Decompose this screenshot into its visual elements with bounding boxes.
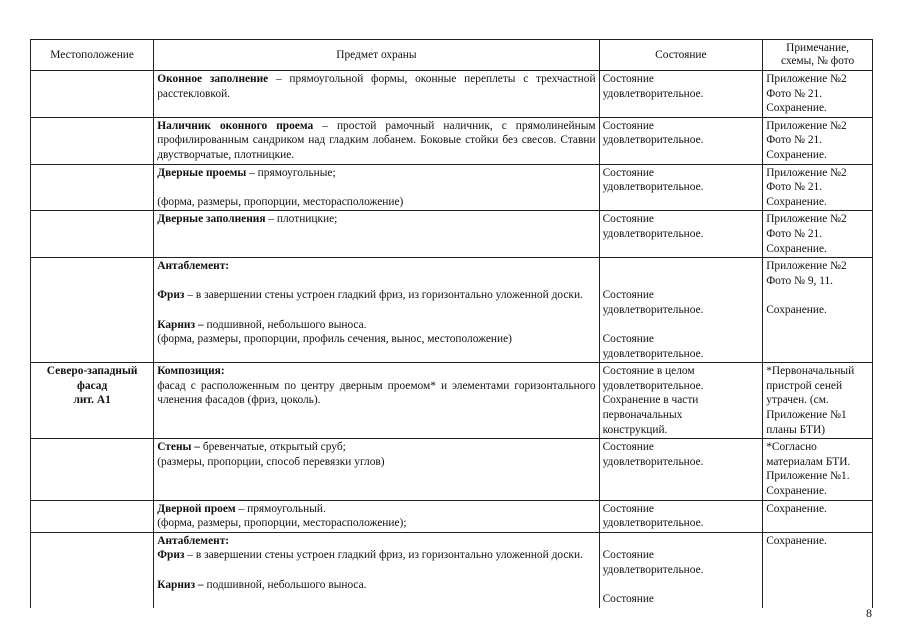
cornice-term: Карниз – <box>157 318 204 331</box>
frieze-state: Состояние удовлетворительное. <box>602 549 704 576</box>
subject-description: – прямоугольный. <box>235 502 326 515</box>
table-header-row <box>31 40 873 71</box>
subject-cell <box>154 439 599 500</box>
note-cell: Приложение №2 Фото № 21. Сохранение. <box>763 164 873 211</box>
subject-cell <box>154 363 599 439</box>
header-subject: Предмет охраны <box>154 40 599 71</box>
table-row <box>31 439 873 500</box>
state-cell: Состояние удовлетворительное. <box>599 211 763 258</box>
subject-note: (размеры, пропорции, способ перевязки углов) <box>157 455 385 468</box>
note-cell: Приложение №2 Фото № 21. Сохранение. <box>763 71 873 118</box>
subject-term: Композиция: <box>157 365 225 378</box>
subject-description: – прямоугольной формы, оконные переплеты с трехчастной расстекловкой. <box>157 73 596 100</box>
frieze-state: Состояние удовлетворительное. <box>602 289 704 316</box>
table-row <box>31 211 873 258</box>
subject-description: – плотницкие; <box>265 213 338 226</box>
subject-description: фасад с расположенным по центру дверным проемом* и элементами горизонтального членения фасадов (фриз, цоколь). <box>157 379 596 407</box>
subject-term: Дверной проем <box>157 502 236 515</box>
header-note: Примечание, схемы, № фото <box>763 40 873 71</box>
location-cell <box>31 164 154 211</box>
subject-description: – простой рамочный наличник, с прямолинейным профилированным сандриком над гладким лобанем. Боковые стойки без свесов. Ставни двустворчатые, плотницкие. <box>157 119 596 161</box>
state-cell: Состояние удовлетворительное. <box>599 439 763 500</box>
subject-cell <box>154 211 599 258</box>
subject-term: Дверные заполнения <box>157 213 266 226</box>
location-cell: Северо-западный фасад лит. А1 <box>31 363 154 439</box>
state-cell <box>599 532 763 607</box>
cornice-description: подшивной, небольшого выноса. <box>203 318 367 331</box>
cornice-description: подшивной, небольшого выноса. <box>203 578 367 591</box>
subject-term: Наличник оконного проема <box>157 119 314 132</box>
note-cell: *Согласно материалам БТИ. Приложение №1. Сохранение. <box>763 439 873 500</box>
table-row <box>31 258 873 363</box>
subject-description: бревенчатые, открытый сруб; <box>199 441 346 454</box>
protection-subject-table <box>30 39 873 608</box>
subject-term: Стены – <box>157 441 200 454</box>
frieze-term: Фриз <box>157 549 185 562</box>
page-number: 8 <box>866 606 872 620</box>
state-cell <box>599 258 763 363</box>
subject-cell <box>154 532 599 607</box>
frieze-term: Фриз <box>157 289 185 302</box>
cornice-state: Состояние удовлетворительное. <box>602 333 704 360</box>
state-cell: Состояние удовлетворительное. <box>599 117 763 164</box>
table-row <box>31 164 873 211</box>
location-cell <box>31 439 154 500</box>
cornice-state: Состояние <box>602 593 654 606</box>
note-cell: Сохранение. <box>763 532 873 607</box>
note-cell: Приложение №2 Фото № 21. Сохранение. <box>763 117 873 164</box>
location-cell <box>31 532 154 607</box>
header-state: Состояние <box>599 40 763 71</box>
subject-cell <box>154 258 599 363</box>
subject-cell <box>154 71 599 118</box>
state-cell: Состояние удовлетворительное. <box>599 71 763 118</box>
subject-cell <box>154 500 599 532</box>
subject-note: (форма, размеры, пропорции, месторасположение); <box>157 517 407 530</box>
table-row <box>31 363 873 439</box>
state-cell: Состояние удовлетворительное. <box>599 500 763 532</box>
state-cell: Состояние в целом удовлетворительное. Сохранение в части первоначальных конструкций. <box>599 363 763 439</box>
subject-description: – прямоугольные; <box>246 166 336 179</box>
location-cell <box>31 211 154 258</box>
table-row <box>31 500 873 532</box>
state-cell: Состояние удовлетворительное. <box>599 164 763 211</box>
location-cell <box>31 71 154 118</box>
location-cell <box>31 500 154 532</box>
subject-note: (форма, размеры, пропорции, месторасположение) <box>157 195 404 208</box>
header-location: Местоположение <box>31 40 154 71</box>
location-cell <box>31 258 154 363</box>
frieze-description: – в завершении стены устроен гладкий фриз, из горизонтально уложенной доски. <box>184 289 583 302</box>
location-cell <box>31 117 154 164</box>
table-row <box>31 532 873 607</box>
subject-cell <box>154 117 599 164</box>
table-row <box>31 71 873 118</box>
note-cell <box>763 258 873 363</box>
cornice-note: (форма, размеры, пропорции, профиль сечения, вынос, местоположение) <box>157 333 512 346</box>
note-top: Приложение №2 Фото № 9, 11. <box>766 260 847 287</box>
note-cell: Приложение №2 Фото № 21. Сохранение. <box>763 211 873 258</box>
subject-term: Оконное заполнение <box>157 73 269 85</box>
subject-heading: Антаблемент: <box>157 534 230 547</box>
subject-cell <box>154 164 599 211</box>
note-bottom: Сохранение. <box>766 303 827 316</box>
cornice-term: Карниз – <box>157 578 204 591</box>
subject-heading: Антаблемент: <box>157 260 230 273</box>
subject-term: Дверные проемы <box>157 166 247 179</box>
frieze-description: – в завершении стены устроен гладкий фриз, из горизонтально уложенной доски. <box>184 549 583 562</box>
note-cell: *Первоначальный пристрой сеней утрачен. (см. Приложение №1 планы БТИ) <box>763 363 873 439</box>
table-row <box>31 117 873 164</box>
note-cell: Сохранение. <box>763 500 873 532</box>
